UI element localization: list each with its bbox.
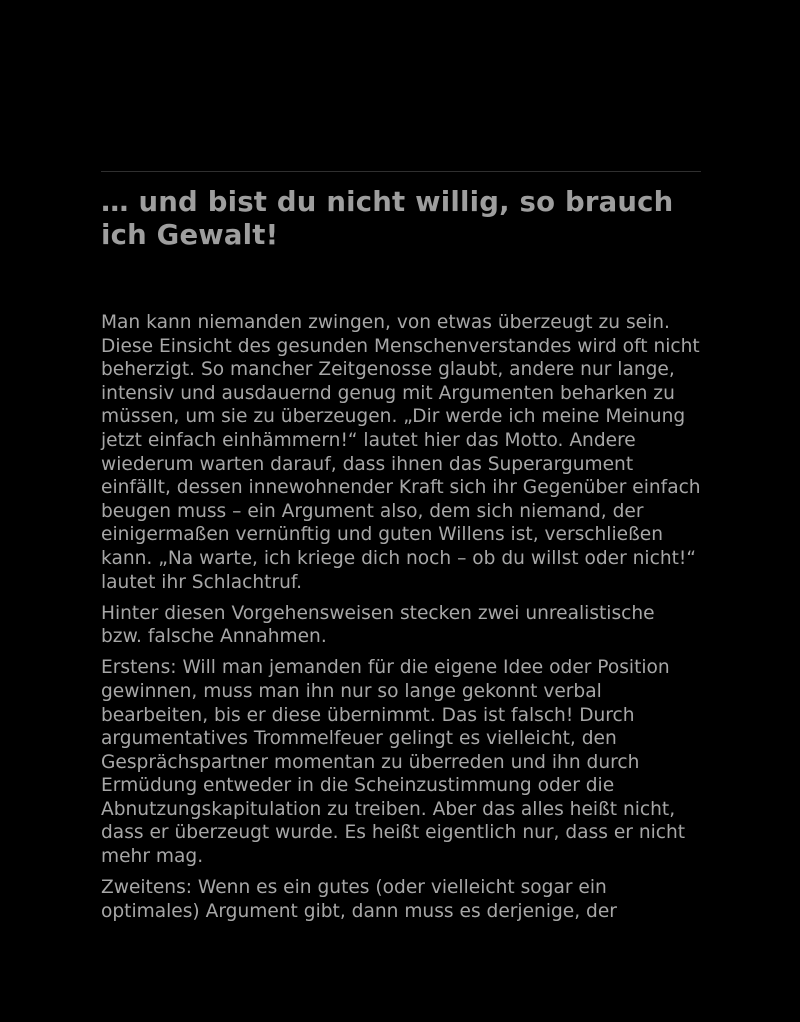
- paragraph: Erstens: Will man jemanden für die eigene Idee oder Position gewinnen, muss man ihn nur so lange gekonnt verbal bearbeiten, bis er diese übernimmt. Das ist falsch! Durch argumentatives Trommelfeuer gelingt es vielleicht, den Gesprächspartner momentan zu überreden und ihn durch Ermüdung entweder in die Scheinzustimmung oder die Abnutzungskapitulation zu treiben. Aber das alles heißt nicht, dass er überzeugt wurde. Es heißt eigentlich nur, dass er nicht mehr mag.: [101, 657, 686, 868]
- paragraph: Zweitens: Wenn es ein gutes (oder vielleicht sogar ein optimales) Argument gibt, dann muss es derjenige, der: [101, 877, 617, 922]
- divider-rule: [101, 171, 701, 172]
- article: [101, 171, 701, 931]
- paragraph: Hinter diesen Vorgehensweisen stecken zwei unrealistische bzw. falsche Annahmen.: [101, 602, 655, 648]
- article-title: … und bist du nicht willig, so brauch ich Gewalt!: [101, 186, 674, 251]
- article-body: [101, 311, 701, 923]
- paragraph: Man kann niemanden zwingen, von etwas überzeugt zu sein. Diese Einsicht des gesunden Menschenverstandes wird oft nicht beherzigt. So mancher Zeitgenosse glaubt, andere nur lange, intensiv und ausdauernd genug mit Argumenten beharken zu müssen, um sie zu überzeugen. „Dir werde ich meine Meinung jetzt einfach einhämmern!“ lautet hier das Motto. Andere wiederum warten darauf, dass ihnen das Superargument einfällt, dessen innewohnender Kraft sich ihr Gegenüber einfach beugen muss – ein Argument also, dem sich niemand, der einigermaßen vernünftig und guten Willens ist, verschließen kann. „Na warte, ich kriege dich noch – ob du willst oder nicht!“ lautet ihr Schlachtruf.: [101, 312, 701, 593]
